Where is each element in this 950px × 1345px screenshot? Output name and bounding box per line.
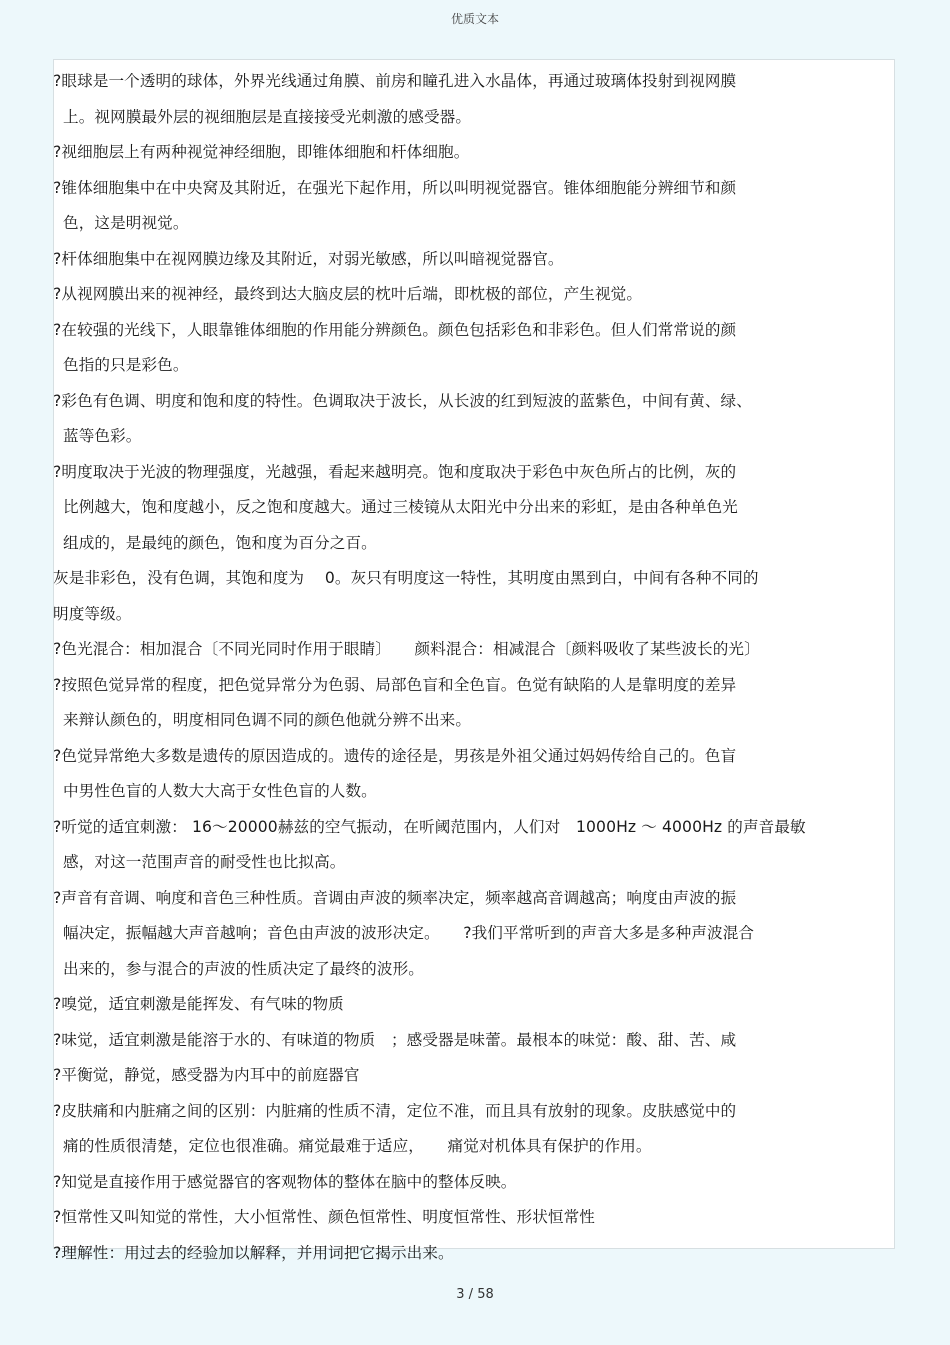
paragraph <box>53 1058 903 1094</box>
paragraph <box>53 561 903 632</box>
paragraph <box>53 277 903 313</box>
paragraph <box>53 64 903 135</box>
paragraph-line: ?按照色觉异常的程度，把色觉异常分为色弱、局部色盲和全色盲。色觉有缺陷的人是靠明度的差异 <box>53 675 737 694</box>
paragraph-line: ?锥体细胞集中在中央窝及其附近，在强光下起作用，所以叫明视觉器官。锥体细胞能分辨细节和颜 <box>53 178 737 197</box>
paragraph-line: ?色光混合：相加混合〔不同光同时作用于眼睛〕 颜料混合：相减混合〔颜料吸收了某些波长的光〕 <box>53 640 760 658</box>
paragraph <box>53 1165 903 1201</box>
paragraph <box>53 810 903 881</box>
paragraph-line: 中男性色盲的人数大大高于女性色盲的人数。 <box>63 782 377 800</box>
paragraph <box>53 1094 903 1165</box>
paragraph-line: ?嗅觉，适宜刺激是能挥发、有气味的物质 <box>53 995 344 1013</box>
paragraph <box>53 881 903 988</box>
paragraph-line: 感，对这一范围声音的耐受性也比拟高。 <box>63 853 346 871</box>
paragraph <box>53 668 903 739</box>
paragraph-line: 组成的，是最纯的颜色，饱和度为百分之百。 <box>63 533 377 552</box>
page-header <box>0 10 950 27</box>
paragraph <box>53 384 903 455</box>
paragraph-line: 色指的只是彩色。 <box>63 356 189 374</box>
paragraph-line: ?视细胞层上有两种视觉神经细胞，即锥体细胞和杆体细胞。 <box>53 143 470 161</box>
paragraph <box>53 313 903 384</box>
paragraph-line: 蓝等色彩。 <box>63 427 142 445</box>
paragraph <box>53 987 903 1023</box>
paragraph-line: 上。视网膜最外层的视细胞层是直接接受光刺激的感受器。 <box>63 107 472 126</box>
paragraph <box>53 171 903 242</box>
paragraph-line: ?理解性：用过去的经验加以解释，并用词把它揭示出来。 <box>53 1243 454 1262</box>
paragraph-line: ?皮肤痛和内脏痛之间的区别：内脏痛的性质不清，定位不准，而且具有放射的现象。皮肤感觉中的 <box>53 1101 737 1120</box>
page-separator: / <box>468 1287 474 1302</box>
paragraph-line: 出来的，参与混合的声波的性质决定了最终的波形。 <box>63 959 424 978</box>
paragraph-line: 色，这是明视觉。 <box>63 214 189 232</box>
paragraph-line: 来辩认颜色的，明度相同色调不同的颜色他就分辨不出来。 <box>63 711 472 729</box>
paragraph-line: ?听觉的适宜刺激： 16～20000赫兹的空气振动，在听阈范围内，人们对 1000Hz ～ 4000Hz 的声音最敏 <box>53 817 806 836</box>
paragraph <box>53 632 903 668</box>
paragraph <box>53 135 903 171</box>
paragraph <box>53 1023 903 1059</box>
paragraph-line: ?从视网膜出来的视神经，最终到达大脑皮层的枕叶后端，即枕极的部位，产生视觉。 <box>53 285 643 303</box>
paragraph-line: 幅决定，振幅越大声音越响；音色由声波的波形决定。 ?我们平常听到的声音大多是多种声波混合 <box>63 924 755 942</box>
page-total: 58 <box>477 1287 494 1302</box>
paragraph <box>53 455 903 562</box>
page-current: 3 <box>456 1287 465 1302</box>
paragraph-line: ?声音有音调、响度和音色三种性质。音调由声波的频率决定，频率越高音调越高；响度由声波的振 <box>53 888 737 907</box>
paragraph-line: 痛的性质很清楚，定位也很准确。痛觉最难于适应， 痛觉对机体具有保护的作用。 <box>63 1137 652 1155</box>
paragraph <box>53 1200 903 1236</box>
paragraph-line: ?味觉，适宜刺激是能溶于水的、有味道的物质 ；感受器是味蕾。最根本的味觉：酸、甜、苦、咸 <box>53 1030 737 1049</box>
paragraph <box>53 1236 903 1272</box>
paragraph-line: ?色觉异常绝大多数是遗传的原因造成的。遗传的途径是，男孩是外祖父通过妈妈传给自己的。色盲 <box>53 746 737 765</box>
header-title: 优质文本 <box>450 12 499 26</box>
paragraph-line: 灰是非彩色，没有色调，其饱和度为 0。灰只有明度这一特性，其明度由黑到白，中间有各种不同的 <box>53 569 759 587</box>
paragraph-line: ?彩色有色调、明度和饱和度的特性。色调取决于波长，从长波的红到短波的蓝紫色，中间有黄、绿、 <box>53 391 752 410</box>
paragraph-line: 明度等级。 <box>53 604 132 623</box>
paragraph-line: ?明度取决于光波的物理强度，光越强，看起来越明亮。饱和度取决于彩色中灰色所占的比例，灰的 <box>53 462 737 481</box>
page-number <box>0 1287 950 1302</box>
paragraph-line: 比例越大，饱和度越小，反之饱和度越大。通过三棱镜从太阳光中分出来的彩虹，是由各种单色光 <box>63 498 738 516</box>
document-body <box>53 64 903 1271</box>
paragraph-line: ?恒常性又叫知觉的常性，大小恒常性、颜色恒常性、明度恒常性、形状恒常性 <box>53 1208 595 1226</box>
paragraph-line: ?在较强的光线下，人眼靠锥体细胞的作用能分辨颜色。颜色包括彩色和非彩色。但人们常常说的颜 <box>53 320 737 339</box>
paragraph-line: ?平衡觉，静觉，感受器为内耳中的前庭器官 <box>53 1066 360 1084</box>
paragraph-line: ?杆体细胞集中在视网膜边缘及其附近，对弱光敏感，所以叫暗视觉器官。 <box>53 249 564 268</box>
paragraph-line: ?知觉是直接作用于感觉器官的客观物体的整体在脑中的整体反映。 <box>53 1172 517 1191</box>
paragraph <box>53 739 903 810</box>
paragraph-line: ?眼球是一个透明的球体，外界光线通过角膜、前房和瞳孔进入水晶体，再通过玻璃体投射到视网膜 <box>53 72 737 90</box>
paragraph <box>53 242 903 278</box>
